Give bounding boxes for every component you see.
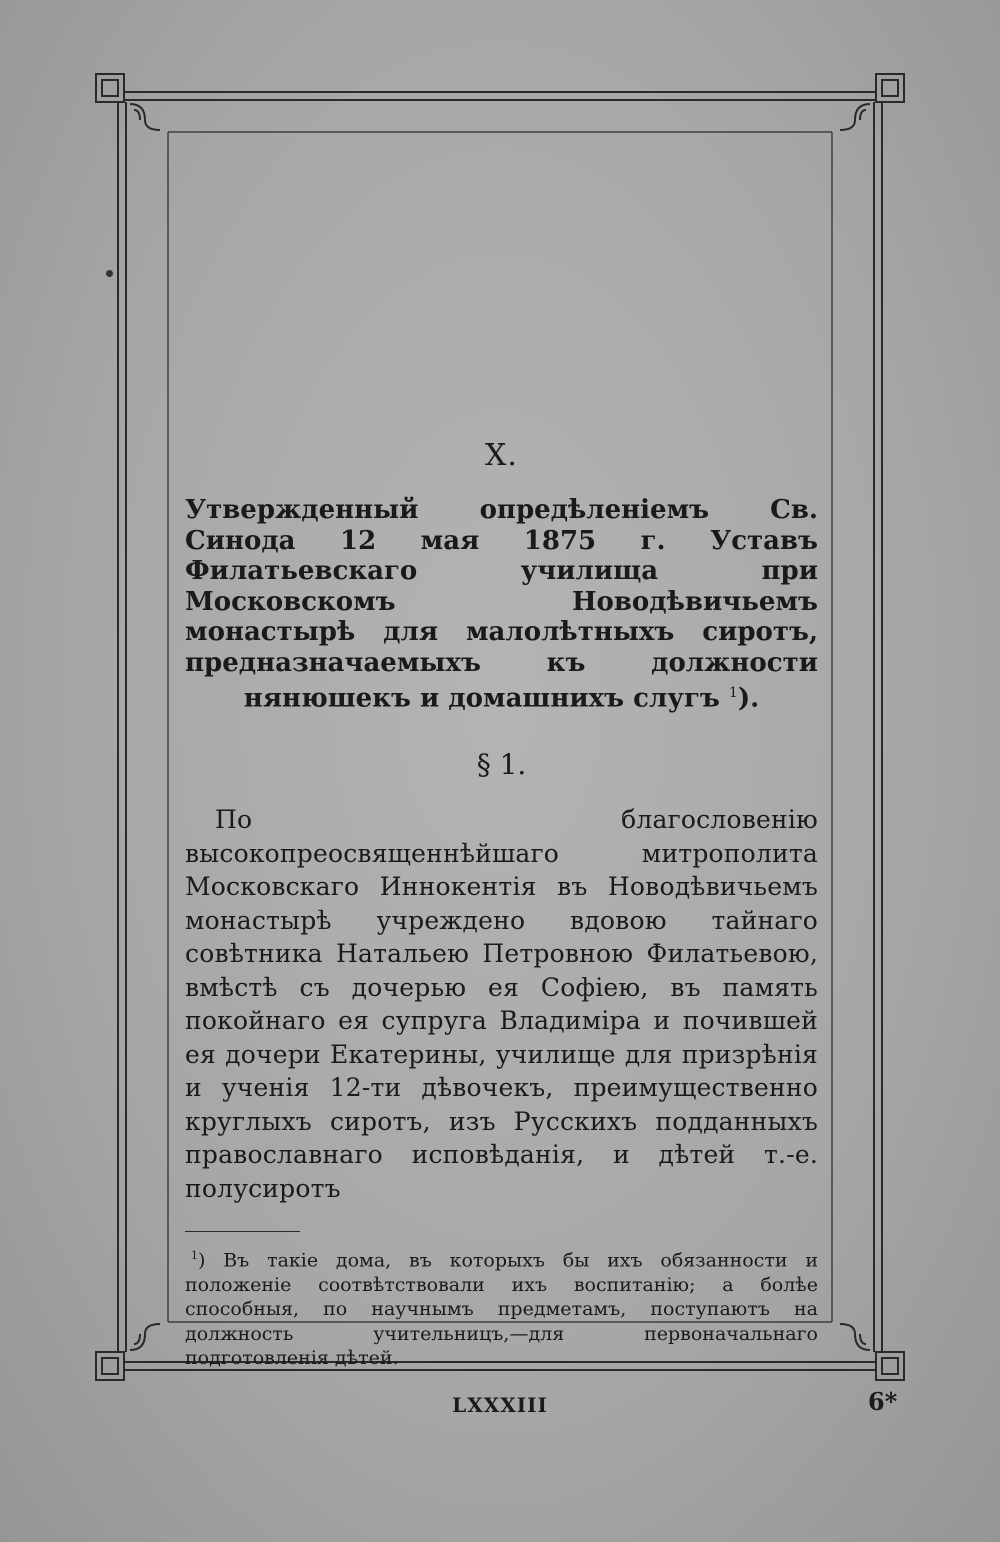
corner-ornament-top-left [96,74,160,130]
title-text: Утвержденный опредѣленіемъ Св. Синода 12 мая 1875 г. Уставъ Филатьевскаго училища при Московскомъ Новодѣвичьемъ монастырѣ для малолѣтныхъ сиротъ, предназначаемыхъ къ должности нянюшекъ и домашнихъ слугъ [185,495,818,714]
document-title [185,495,818,714]
body-paragraph: По благословенію высокопреосвященнѣйшаго митрополита Московскаго Иннокентія въ Новодѣвичьемъ монастырѣ учреждено вдовою тайнаго совѣтника Натальею Петровною Филатьевою, вмѣстѣ съ дочерью ея Софіею, въ память покойнаго ея супруга Владиміра и почившей ея дочери Екатерины, училище для призрѣнія и ученія 12-ти дѣвочекъ, преимущественно круглыхъ сиротъ, изъ Русскихъ подданныхъ православнаго исповѣданія, и дѣтей т.-е. полусиротъ [185,805,818,1203]
corner-ornament-top-right [840,74,904,130]
corner-ornament-bottom-right [840,1324,904,1380]
section-heading: § 1. [476,748,527,782]
corner-ornament-bottom-left [96,1324,160,1380]
footnote-text: ) Въ такіе дома, въ которыхъ бы ихъ обязанности и положеніе соотвѣтствовали ихъ воспитанію; а болѣе способныя, по научнымъ предметамъ, поступаютъ на должность учительницъ,—для первоначальнаго подготовленія дѣтей. [185,1249,818,1370]
ink-spot [106,270,113,277]
footnote [185,1244,818,1371]
title-footnote-mark: 1 [728,685,738,701]
page-content [185,438,818,1371]
chapter-number: X. [485,438,518,473]
footnote-divider [185,1231,300,1232]
title-end: ). [737,683,760,714]
page-number: LXXXIII [452,1393,548,1417]
footnote-mark: 1 [191,1249,198,1263]
signature-mark: 6* [868,1387,898,1416]
